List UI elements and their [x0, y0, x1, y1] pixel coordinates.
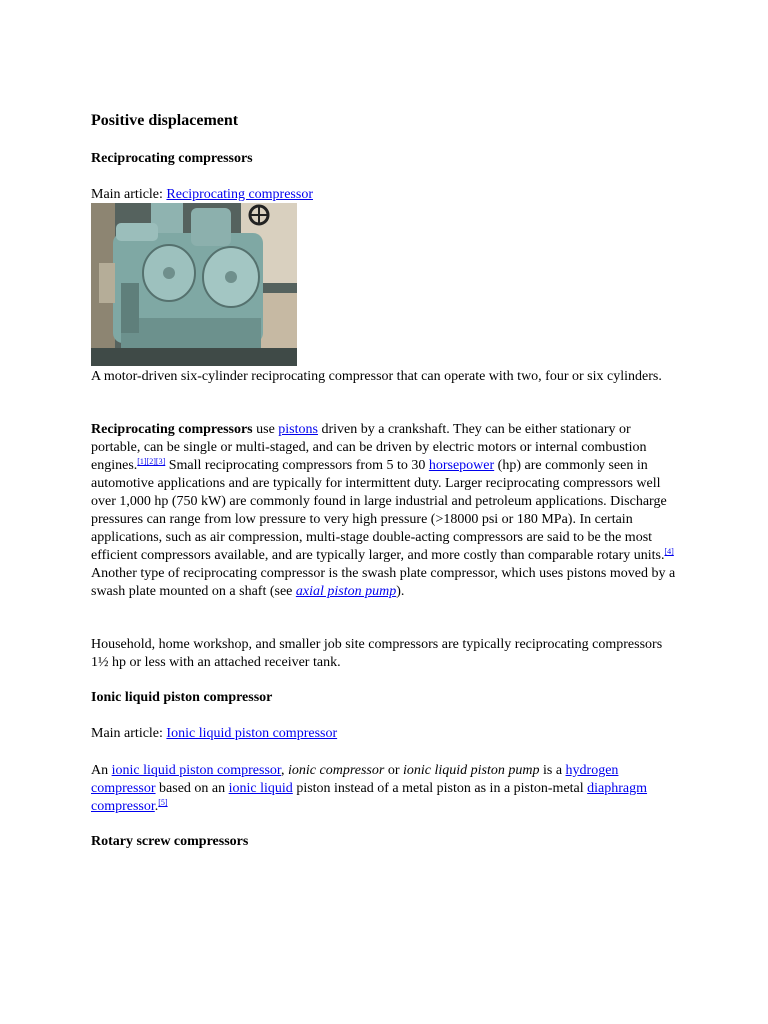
paragraph-reciprocating — [91, 421, 681, 601]
text-span: piston instead of a metal piston as in a piston-metal — [292, 781, 588, 796]
text-span: is a — [539, 763, 566, 778]
text-span: . — [154, 799, 159, 814]
text-span: ). — [396, 584, 405, 599]
reference-5[interactable] — [158, 798, 167, 807]
subheading-rotary-screw: Rotary screw compressors — [91, 834, 249, 849]
link-hydrogen-compressor[interactable]: hydrogen compressor — [91, 763, 619, 796]
reference-1-2-3[interactable] — [137, 457, 165, 466]
text-span: use — [252, 422, 279, 437]
main-article-prefix: Main article: — [91, 726, 167, 741]
text-span: based on an — [155, 781, 229, 796]
link-horsepower[interactable]: horsepower — [428, 458, 495, 473]
main-article-line-ionic — [91, 725, 681, 743]
household-text: Household, home workshop, and smaller job site compressors are typically reciprocating compressors 1½ hp or less with an attached receiver tank. — [91, 637, 663, 670]
caption-text: A motor-driven six-cylinder reciprocating compressor that can operate with two, four or six cylinders. — [91, 369, 662, 384]
reference-4[interactable] — [665, 547, 674, 556]
section-heading-positive-displacement: Positive displacement — [91, 112, 239, 129]
image-caption — [91, 368, 681, 386]
text-span: Small reciprocating compressors from 5 to 30 — [165, 458, 429, 473]
link-ionic-liquid[interactable]: ionic liquid — [228, 781, 293, 796]
italic-term: ionic liquid piston pump — [402, 763, 540, 778]
italic-term: ionic compressor — [288, 763, 385, 778]
text-span: Another type of reciprocating compressor is the swash plate compressor, which uses pistons moved by a swash plate mounted on a shaft (see — [91, 566, 676, 599]
text-span: (hp) are commonly seen in automotive applications and are typically for intermittent duty. Larger reciprocating compressors well over 1,000 hp (750 kW) are commonly found in large industrial and petroleum applications. Discharge pressures can range from low pressure to very high pressure (>18000 psi or 180 MPa). In certain applications, such as air compression, multi-stage double-acting compressors are said to be the most efficient compressors available, and are typically larger, and more costly than comparable rotary units. — [91, 458, 667, 563]
text-span: , — [281, 763, 288, 778]
link-ionic-liquid-piston-compressor[interactable]: Ionic liquid piston compressor — [166, 726, 338, 741]
link-axial-piston-pump[interactable] — [296, 584, 396, 599]
paragraph-ionic — [91, 762, 681, 816]
italic-link-text: axial piston pump — [295, 584, 397, 599]
paragraph-household — [91, 636, 681, 672]
text-span: driven by a crankshaft. They can be either stationary or portable, can be single or multi-staged, and can be driven by electric motors or internal combustion engines. — [91, 422, 647, 473]
reference-link[interactable]: [1][2][3] — [137, 457, 166, 466]
link-reciprocating-compressor[interactable]: Reciprocating compressor — [166, 187, 313, 202]
subheading-reciprocating: Reciprocating compressors — [91, 151, 253, 166]
text-span: An — [91, 763, 112, 778]
bold-term: Reciprocating compressors — [91, 422, 253, 437]
link-ionic-liquid-piston-compressor-inline[interactable]: ionic liquid piston compressor — [111, 763, 281, 778]
main-article-prefix: Main article: — [91, 187, 167, 202]
compressor-photo — [91, 203, 297, 366]
link-diaphragm-compressor[interactable]: diaphragm compressor — [91, 781, 648, 814]
reference-link[interactable]: [4] — [664, 547, 674, 556]
subheading-ionic: Ionic liquid piston compressor — [91, 690, 273, 705]
main-article-line-reciprocating — [91, 186, 681, 204]
reference-link[interactable]: [5] — [158, 798, 168, 807]
compressor-image — [91, 203, 297, 366]
link-pistons[interactable]: pistons — [278, 422, 318, 437]
text-span: or — [384, 763, 403, 778]
